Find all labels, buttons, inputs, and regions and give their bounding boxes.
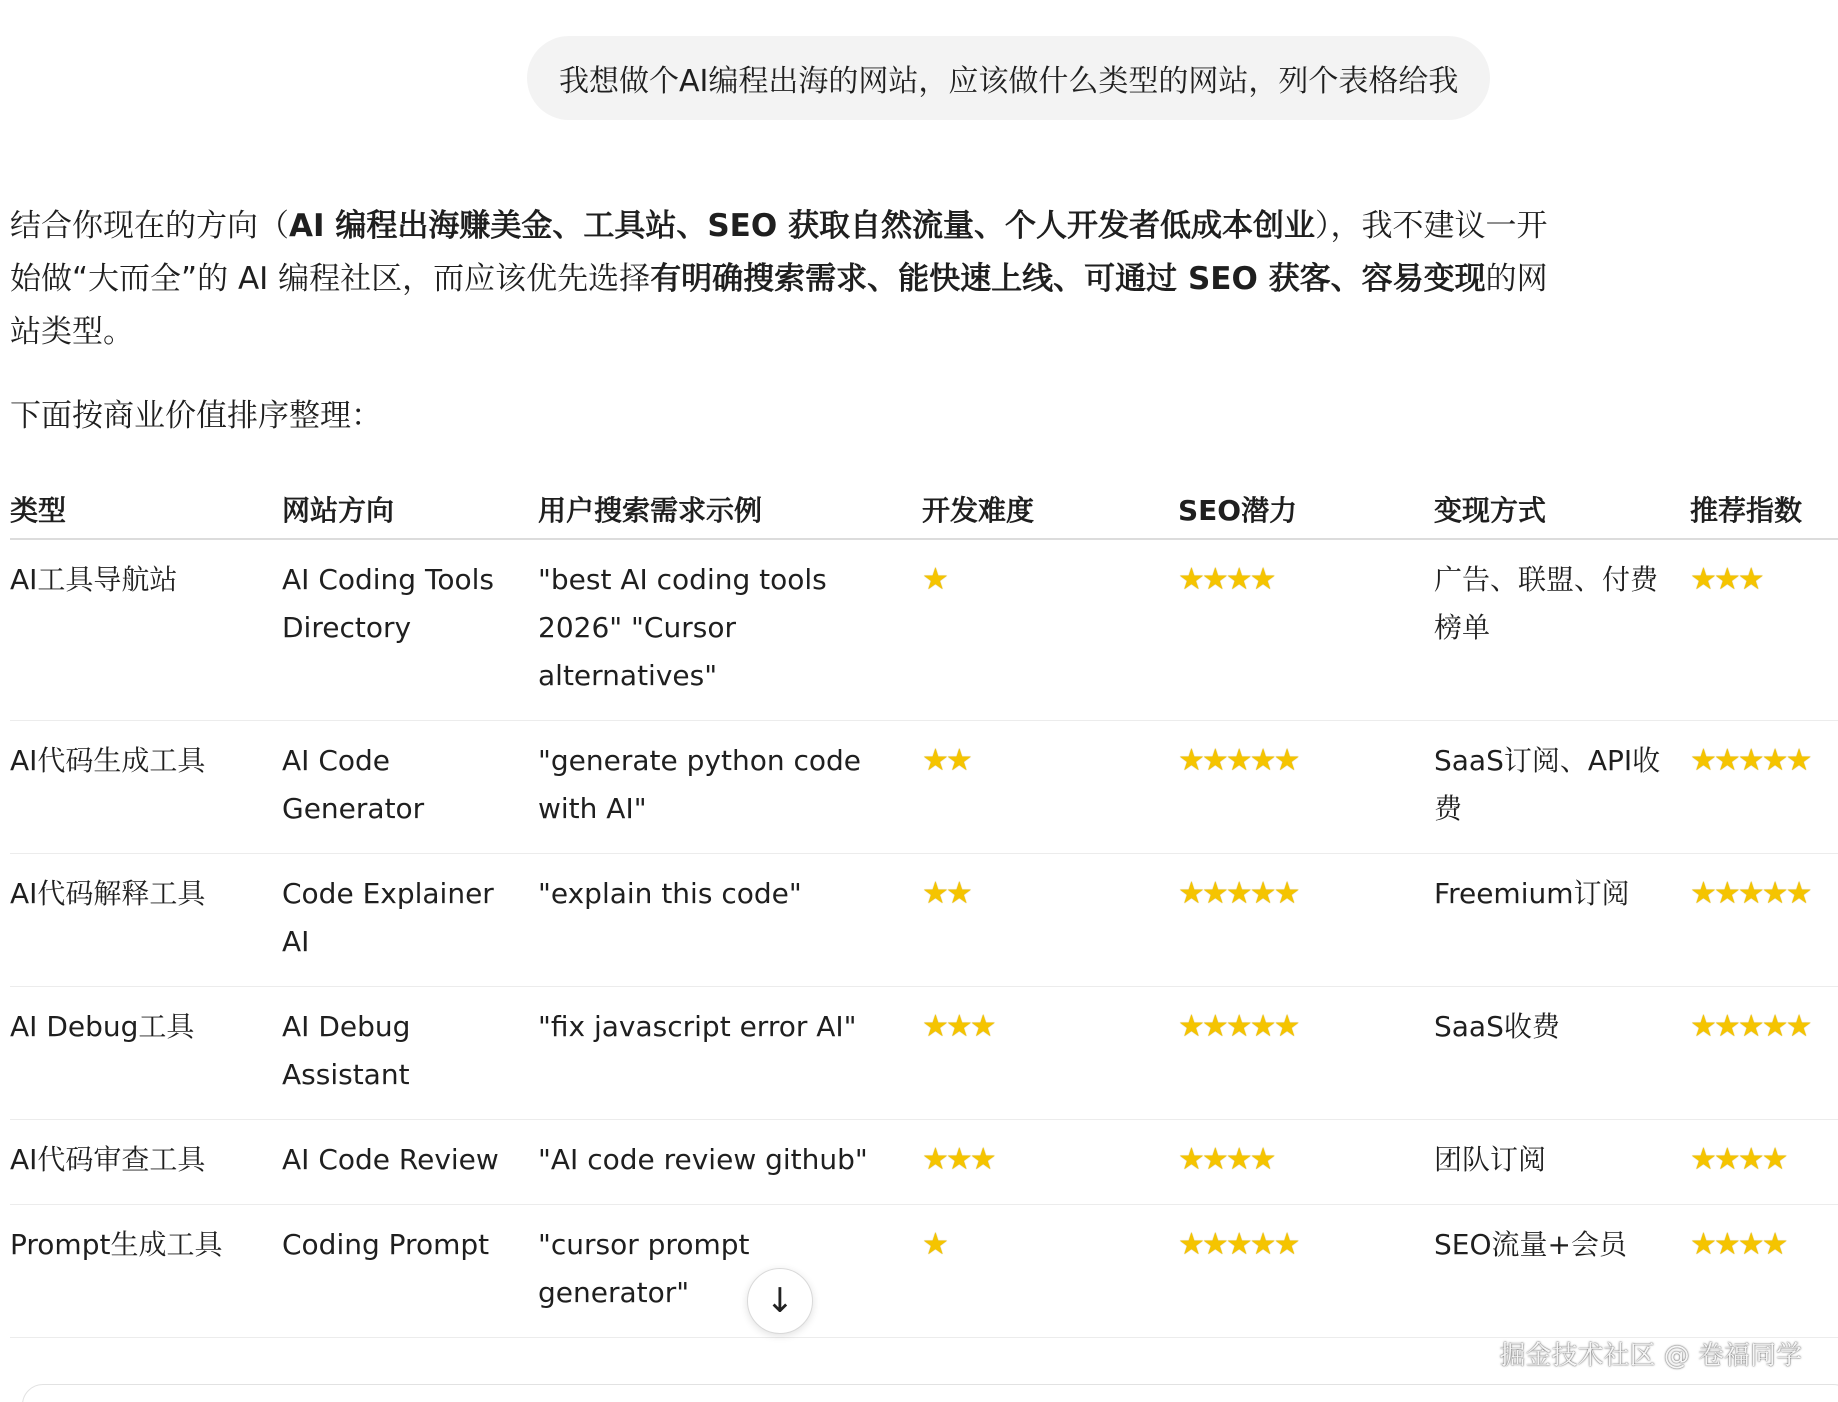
answer-bold-text: AI 编程出海赚美金、工具站、SEO 获取自然流量、个人开发者低成本创业 (289, 208, 1315, 244)
seo-stars (1178, 539, 1434, 721)
monetization-cell: 团队订阅 (1434, 1120, 1690, 1205)
star-rating-icon: ★★★★ (1690, 1142, 1786, 1177)
star-rating-icon: ★★★★★ (1178, 1227, 1298, 1262)
table-header-cell: 用户搜索需求示例 (538, 480, 922, 539)
table-row (10, 1120, 1838, 1205)
recommend-stars (1690, 987, 1838, 1120)
recommend-stars (1690, 854, 1838, 987)
type-cell: AI代码生成工具 (10, 721, 282, 854)
seo-stars (1178, 721, 1434, 854)
type-cell: Prompt生成工具 (10, 1205, 282, 1338)
answer-text: 的网站类型。 (10, 261, 1548, 350)
star-rating-icon: ★★★★★ (1690, 876, 1810, 911)
table-header-row (10, 480, 1838, 539)
table-header-cell: SEO潜力 (1178, 480, 1434, 539)
seo-stars (1178, 987, 1434, 1120)
star-rating-icon: ★ (922, 1227, 946, 1262)
type-cell: AI代码解释工具 (10, 854, 282, 987)
star-rating-icon: ★★★★★ (1690, 743, 1810, 778)
table-row (10, 854, 1838, 987)
direction-cell: AI Debug Assistant (282, 987, 538, 1120)
recommend-stars (1690, 1205, 1838, 1338)
monetization-cell: 广告、联盟、付费榜单 (1434, 539, 1690, 721)
difficulty-stars (922, 1120, 1178, 1205)
star-rating-icon: ★★★★ (1178, 562, 1274, 597)
assistant-answer (10, 200, 1570, 359)
table-header-cell: 变现方式 (1434, 480, 1690, 539)
monetization-cell: Freemium订阅 (1434, 854, 1690, 987)
type-cell: AI代码审查工具 (10, 1120, 282, 1205)
difficulty-stars (922, 721, 1178, 854)
recommend-stars (1690, 721, 1838, 854)
message-input-box[interactable] (22, 1384, 1838, 1402)
star-rating-icon: ★★★★★ (1690, 1009, 1810, 1044)
table-header-cell: 类型 (10, 480, 282, 539)
difficulty-stars (922, 1205, 1178, 1338)
user-message-bubble (527, 36, 1490, 120)
table-header-cell: 网站方向 (282, 480, 538, 539)
recommend-stars (1690, 1120, 1838, 1205)
star-rating-icon: ★★★★★ (1178, 1009, 1298, 1044)
query-cell: "explain this code" (538, 854, 922, 987)
seo-stars (1178, 854, 1434, 987)
query-cell: "generate python code with AI" (538, 721, 922, 854)
table-row (10, 539, 1838, 721)
star-rating-icon: ★★★ (922, 1142, 994, 1177)
star-rating-icon: ★ (922, 562, 946, 597)
recommend-stars (1690, 539, 1838, 721)
type-cell: AI工具导航站 (10, 539, 282, 721)
direction-cell: AI Code Review (282, 1120, 538, 1205)
query-cell: "AI code review github" (538, 1120, 922, 1205)
scroll-to-bottom-button[interactable] (747, 1268, 813, 1334)
monetization-cell: SaaS订阅、API收费 (1434, 721, 1690, 854)
seo-stars (1178, 1120, 1434, 1205)
answer-text: ），我不建议一开始做“大而全”的 AI 编程社区，而应该优先选择 (10, 208, 1548, 297)
monetization-cell: SEO流量+会员 (1434, 1205, 1690, 1338)
query-cell: "best AI coding tools 2026" "Cursor alternatives" (538, 539, 922, 721)
difficulty-stars (922, 854, 1178, 987)
table-header-cell: 开发难度 (922, 480, 1178, 539)
answer-bold-text: 有明确搜索需求、能快速上线、可通过 SEO 获客、容易变现 (650, 261, 1486, 297)
query-cell: "cursor prompt generator" (538, 1205, 922, 1338)
table-row (10, 987, 1838, 1120)
direction-cell: AI Code Generator (282, 721, 538, 854)
table-row (10, 721, 1838, 854)
answer-subheading: 下面按商业价值排序整理： (10, 398, 382, 434)
direction-cell: Coding Prompt (282, 1205, 538, 1338)
difficulty-stars (922, 987, 1178, 1120)
user-message-text: 我想做个AI编程出海的网站，应该做什么类型的网站，列个表格给我 (559, 64, 1459, 99)
star-rating-icon: ★★★ (922, 1009, 994, 1044)
table-header-cell: 推荐指数 (1690, 480, 1838, 539)
star-rating-icon: ★★★★ (1690, 1227, 1786, 1262)
query-cell: "fix javascript error AI" (538, 987, 922, 1120)
arrow-down-icon: ↓ (765, 1281, 795, 1321)
difficulty-stars (922, 539, 1178, 721)
star-rating-icon: ★★★★★ (1178, 876, 1298, 911)
answer-text: 结合你现在的方向（ (10, 208, 289, 244)
watermark-text: 掘金技术社区 @ 卷福同学 (1499, 1341, 1802, 1371)
website-types-table (10, 480, 1838, 1338)
table-row (10, 1205, 1838, 1338)
star-rating-icon: ★★★ (1690, 562, 1762, 597)
type-cell: AI Debug工具 (10, 987, 282, 1120)
star-rating-icon: ★★★★ (1178, 1142, 1274, 1177)
table-body (10, 539, 1838, 1338)
monetization-cell: SaaS收费 (1434, 987, 1690, 1120)
star-rating-icon: ★★★★★ (1178, 743, 1298, 778)
direction-cell: Code Explainer AI (282, 854, 538, 987)
direction-cell: AI Coding Tools Directory (282, 539, 538, 721)
star-rating-icon: ★★ (922, 876, 970, 911)
seo-stars (1178, 1205, 1434, 1338)
star-rating-icon: ★★ (922, 743, 970, 778)
